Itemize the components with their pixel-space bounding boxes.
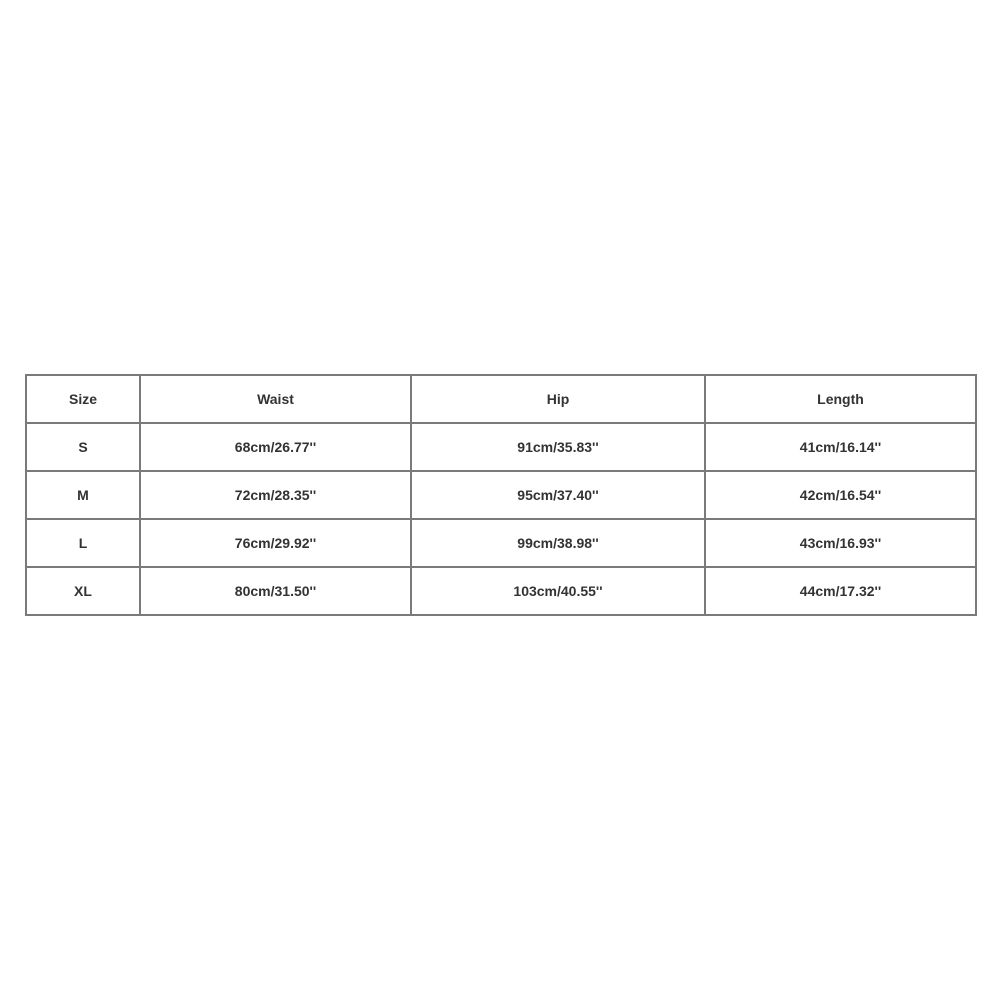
cell-hip: 91cm/35.83''	[411, 423, 705, 471]
table-row	[26, 567, 976, 615]
header-hip: Hip	[411, 375, 705, 423]
cell-hip: 99cm/38.98''	[411, 519, 705, 567]
cell-hip: 103cm/40.55''	[411, 567, 705, 615]
cell-size: XL	[26, 567, 140, 615]
cell-length: 43cm/16.93''	[705, 519, 976, 567]
cell-waist: 80cm/31.50''	[140, 567, 411, 615]
cell-size: L	[26, 519, 140, 567]
cell-hip: 95cm/37.40''	[411, 471, 705, 519]
cell-size: M	[26, 471, 140, 519]
header-waist: Waist	[140, 375, 411, 423]
size-chart-table	[25, 374, 977, 616]
cell-length: 44cm/17.32''	[705, 567, 976, 615]
header-size: Size	[26, 375, 140, 423]
cell-waist: 68cm/26.77''	[140, 423, 411, 471]
header-length: Length	[705, 375, 976, 423]
table-header-row	[26, 375, 976, 423]
table-row	[26, 471, 976, 519]
table-row	[26, 423, 976, 471]
cell-length: 42cm/16.54''	[705, 471, 976, 519]
cell-length: 41cm/16.14''	[705, 423, 976, 471]
cell-waist: 72cm/28.35''	[140, 471, 411, 519]
cell-size: S	[26, 423, 140, 471]
cell-waist: 76cm/29.92''	[140, 519, 411, 567]
table-row	[26, 519, 976, 567]
